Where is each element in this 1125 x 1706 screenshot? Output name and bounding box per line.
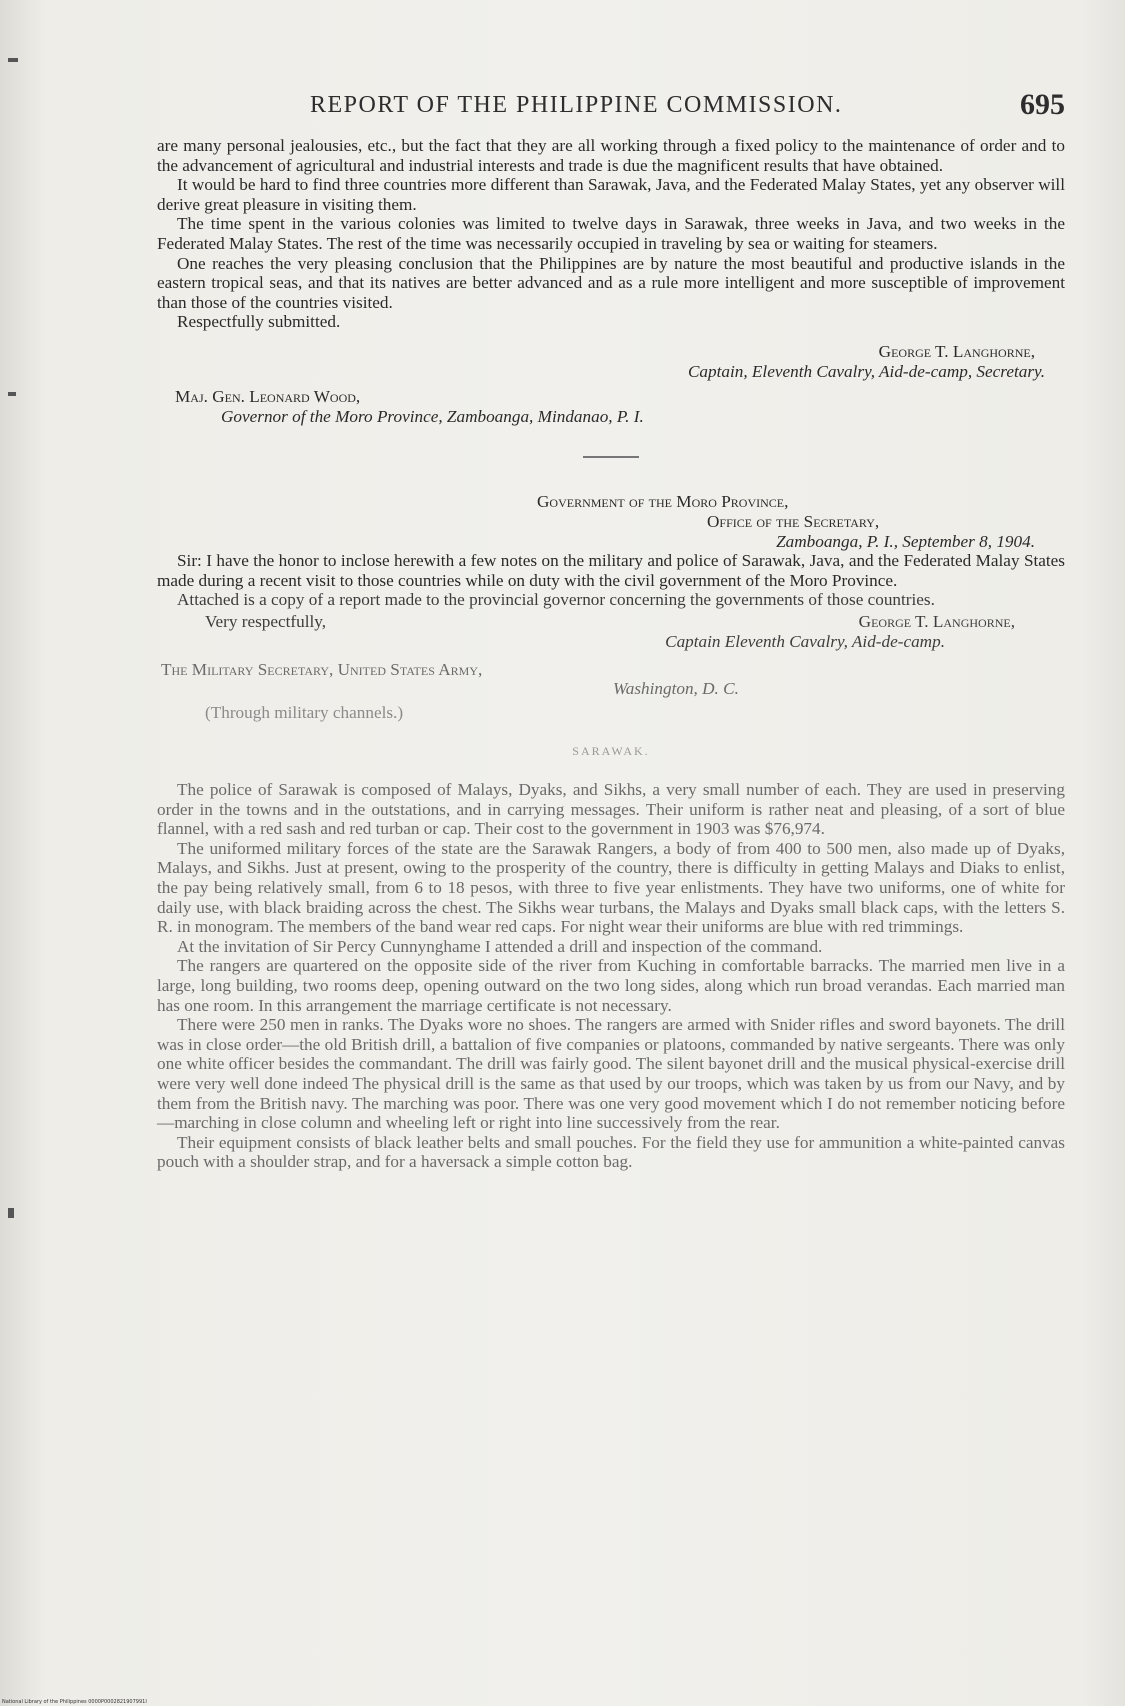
scan-edge-mark [8, 392, 16, 396]
signer-title: Captain Eleventh Cavalry, Aid-de-camp. [665, 632, 945, 652]
section-divider [583, 456, 639, 458]
paragraph: Their equipment consists of black leather belts and small pouches. For the field they use for ammunition a white-painted canvas pouch with a shoulder strap, and for a haversack a simple cotton bag. [157, 1132, 1065, 1172]
scan-edge-mark [8, 1208, 14, 1218]
scan-credit: National Library of the Philippines 0000P0002821907991I [2, 1699, 147, 1705]
paragraph: There were 250 men in ranks. The Dyaks wore no shoes. The rangers are armed with Snider rifles and sword bayonets. The drill was in close order—the old British drill, a battalion of five companies or platoons, commanded by native sergeants. There was only one white officer besides the commandant. The drill was fairly good. The silent bayonet drill and the musical physical-exercise drill were very well done indeed The physical drill is the same as that used by our troops, which was taken by us from our Navy, and by them from the British navy. The marching was poor. There was one very good movement which I do not remember noticing before—marching in close column and wheeling left or right into line successively from the rear. [157, 1015, 1065, 1133]
paragraph: One reaches the very pleasing conclusion that the Philippines are by nature the most beautiful and productive islands in the eastern tropical seas, and that its natives are better advanced and as a rule more intelligent and more susceptible of improvement than those of the countries visited. [157, 253, 1065, 312]
paragraph: Sir: I have the honor to inclose herewith a few notes on the military and police of Sarawak, Java, and the Federated Malay States made during a recent visit to those countries while on duty with the civil government of the Moro Province. [157, 551, 1065, 590]
channel-note: (Through military channels.) [205, 702, 404, 722]
recipient-name: Maj. Gen. Leonard Wood, [175, 387, 361, 407]
paragraph: Respectfully submitted. [177, 312, 341, 332]
signer-name: George T. Langhorne, [858, 612, 1015, 632]
paragraph: The time spent in the various colonies was limited to twelve days in Sarawak, three weeks in Java, and two weeks in the Federated Malay States. The rest of the time was necessarily occupied in traveling by sea or waiting for steamers. [157, 214, 1065, 253]
signer-name: George T. Langhorne, [878, 341, 1035, 361]
running-head: REPORT OF THE PHILIPPINE COMMISSION. [310, 92, 843, 118]
page-header [160, 88, 1065, 128]
section-title: SARAWAK. [572, 744, 650, 759]
paragraph: It would be hard to find three countries more different than Sarawak, Java, and the Federated Malay States, yet any observer will derive great pleasure in visiting them. [157, 175, 1065, 214]
recipient-name: The Military Secretary, United States Army, [161, 659, 483, 679]
paragraph: are many personal jealousies, etc., but the fact that they are all working through a fixed policy to the maintenance of order and to the advancement of agricultural and industrial interests and trade is due the magnificent results that have obtained. [157, 136, 1065, 175]
page-number: 695 [1020, 88, 1065, 121]
address-date: Zamboanga, P. I., September 8, 1904. [776, 531, 1035, 551]
address-line: Government of the Moro Province, [537, 492, 789, 512]
paragraph: The police of Sarawak is composed of Malays, Dyaks, and Sikhs, a very small number of each. They are used in preserving order in the towns and in the outstations, and in carrying messages. Their uniform is rather neat and pleasing, of a sort of blue flannel, with a red sash and red turban or cap. Their cost to the government in 1903 was $76,974. [157, 780, 1065, 839]
address-line: Office of the Secretary, [707, 511, 880, 531]
closing: Very respectfully, [205, 611, 327, 631]
paragraph: Attached is a copy of a report made to the provincial governor concerning the governments of those countries. [177, 590, 935, 610]
recipient-location: Washington, D. C. [613, 679, 739, 699]
scan-edge-mark [8, 58, 18, 62]
signer-title: Captain, Eleventh Cavalry, Aid-de-camp, Secretary. [687, 361, 1045, 381]
paragraph: The uniformed military forces of the state are the Sarawak Rangers, a body of from 400 to 500 men, also made up of Dyaks, Malays, and Sikhs. Just at present, owing to the prosperity of the country, there is difficulty in getting Malays and Diaks to enlist, the pay being relatively small, from 6 to 18 pesos, with three to five year enlistments. They have two uniforms, one of white for daily use, with black braiding across the chest. The Sikhs wear turbans, the Malays and Dyaks small black caps, with the letters S. R. in monogram. The members of the band wear red caps. For night wear their uniforms are blue with red trimmings. [157, 838, 1065, 937]
paragraph: The rangers are quartered on the opposite side of the river from Kuching in comfortable barracks. The married men live in a large, long building, two rooms deep, opening outward on the two long sides, along which run broad verandas. Each married man has one room. In this arrangement the marriage certificate is not necessary. [157, 956, 1065, 1015]
paragraph: At the invitation of Sir Percy Cunnynghame I attended a drill and inspection of the command. [177, 936, 823, 956]
recipient-title: Governor of the Moro Province, Zamboanga, Mindanao, P. I. [221, 406, 644, 426]
letter-one [157, 136, 1065, 1172]
